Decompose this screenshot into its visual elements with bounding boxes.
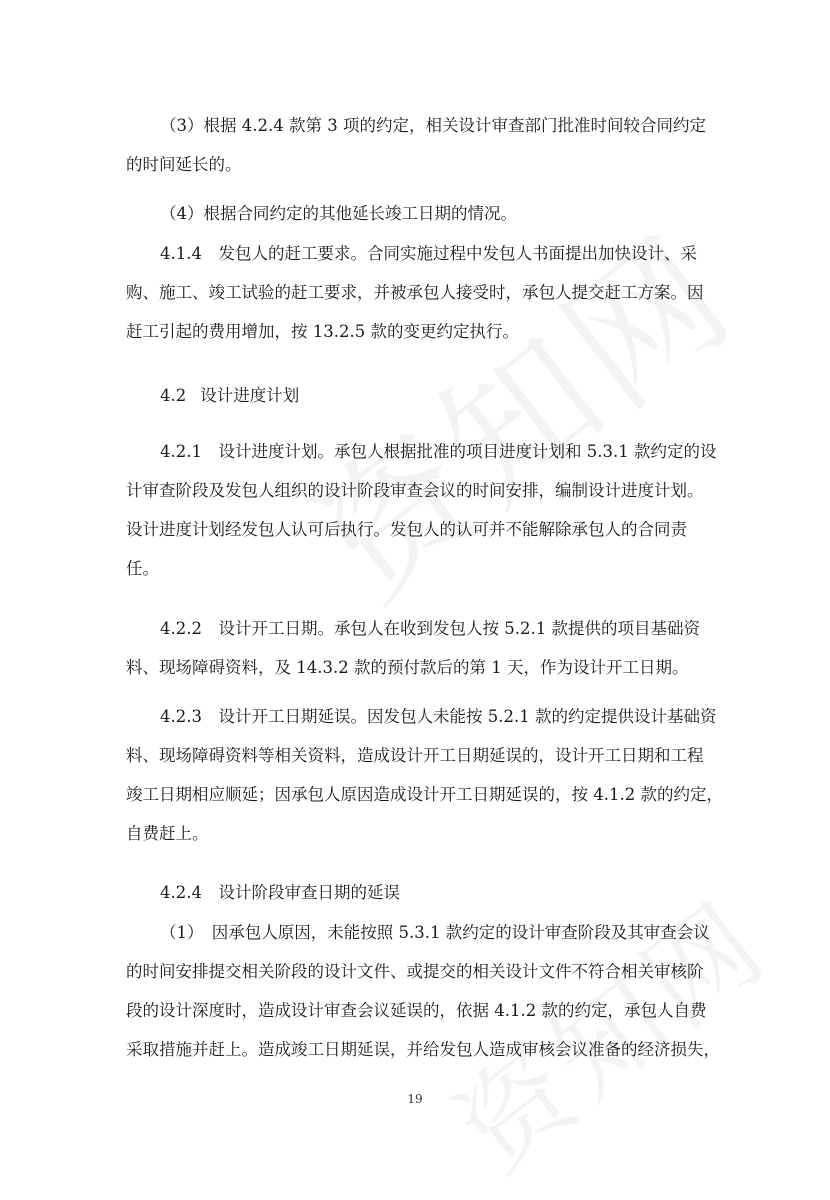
paragraph-4-2-1 xyxy=(126,432,716,588)
text-line: 4.1.4 发包人的赶工要求。合同实施过程中发包人书面提出加快设计、采 xyxy=(160,244,697,263)
text-line: 购、施工、竣工试验的赶工要求，并被承包人接受时，承包人提交赶工方案。因 xyxy=(126,283,704,302)
text-line: 赶工引起的费用增加，按 13.2.5 款的变更约定执行。 xyxy=(126,322,519,341)
text-line: 设计进度计划经发包人认可后执行。发包人的认可并不能解除承包人的合同责 xyxy=(126,520,687,539)
text-line: 4.2.3 设计开工日期延误。因发包人未能按 5.2.1 款的约定提供设计基础资 xyxy=(160,707,717,726)
text-line: （1） 因承包人原因，未能按照 5.3.1 款约定的设计审查阶段及其审查会议 xyxy=(160,923,710,942)
text-line: 竣工日期相应顺延；因承包人原因造成设计开工日期延误的，按 4.1.2 款的约定， xyxy=(126,785,723,804)
text-line: 料、现场障碍资料，及 14.3.2 款的预付款后的第 1 天，作为设计开工日期。 xyxy=(126,658,689,677)
paragraph-item-3 xyxy=(126,106,716,184)
paragraph-4-1-4 xyxy=(126,234,716,351)
text-line: 料、现场障碍资料等相关资料，造成设计开工日期延误的，设计开工日期和工程 xyxy=(126,746,704,765)
text-line: 的时间安排提交相关阶段的设计文件、或提交的相关设计文件不符合相关审核阶 xyxy=(126,962,704,981)
text-line: 4.2.4 设计阶段审查日期的延误 xyxy=(160,883,400,902)
text-line: （4）根据合同约定的其他延长竣工日期的情况。 xyxy=(160,204,517,223)
text-line: 任。 xyxy=(126,559,159,578)
text-line: 段的设计深度时，造成设计审查会议延误的，依据 4.1.2 款的约定，承包人自费 xyxy=(126,1001,707,1020)
text-line: 的时间延长的。 xyxy=(126,155,242,174)
page-number: 19 xyxy=(407,1092,423,1106)
section-heading xyxy=(160,384,299,408)
text-line: 4.2.2 设计开工日期。承包人在收到发包人按 5.2.1 款提供的项目基础资 xyxy=(160,619,700,638)
section-number: 4.2 xyxy=(160,386,187,405)
section-title: 设计进度计划 xyxy=(200,386,300,405)
text-line: （3）根据 4.2.4 款第 3 项的约定，相关设计审查部门批准时间较合同约定 xyxy=(160,116,706,135)
paragraph-item-4 xyxy=(126,194,716,233)
paragraph-4-2-2 xyxy=(126,609,716,687)
text-line: 自费赶上。 xyxy=(126,824,209,843)
text-line: 采取措施并赶上。造成竣工日期延误，并给发包人造成审核会议准备的经济损失， xyxy=(126,1040,720,1059)
text-line: 4.2.1 设计进度计划。承包人根据批准的项目进度计划和 5.3.1 款约定的设 xyxy=(160,442,717,461)
text-line: 计审查阶段及发包人组织的设计阶段审查会议的时间安排，编制设计进度计划。 xyxy=(126,481,704,500)
paragraph-4-2-3 xyxy=(126,697,723,853)
paragraph-4-2-4 xyxy=(126,873,716,912)
paragraph-item-1 xyxy=(126,913,720,1069)
